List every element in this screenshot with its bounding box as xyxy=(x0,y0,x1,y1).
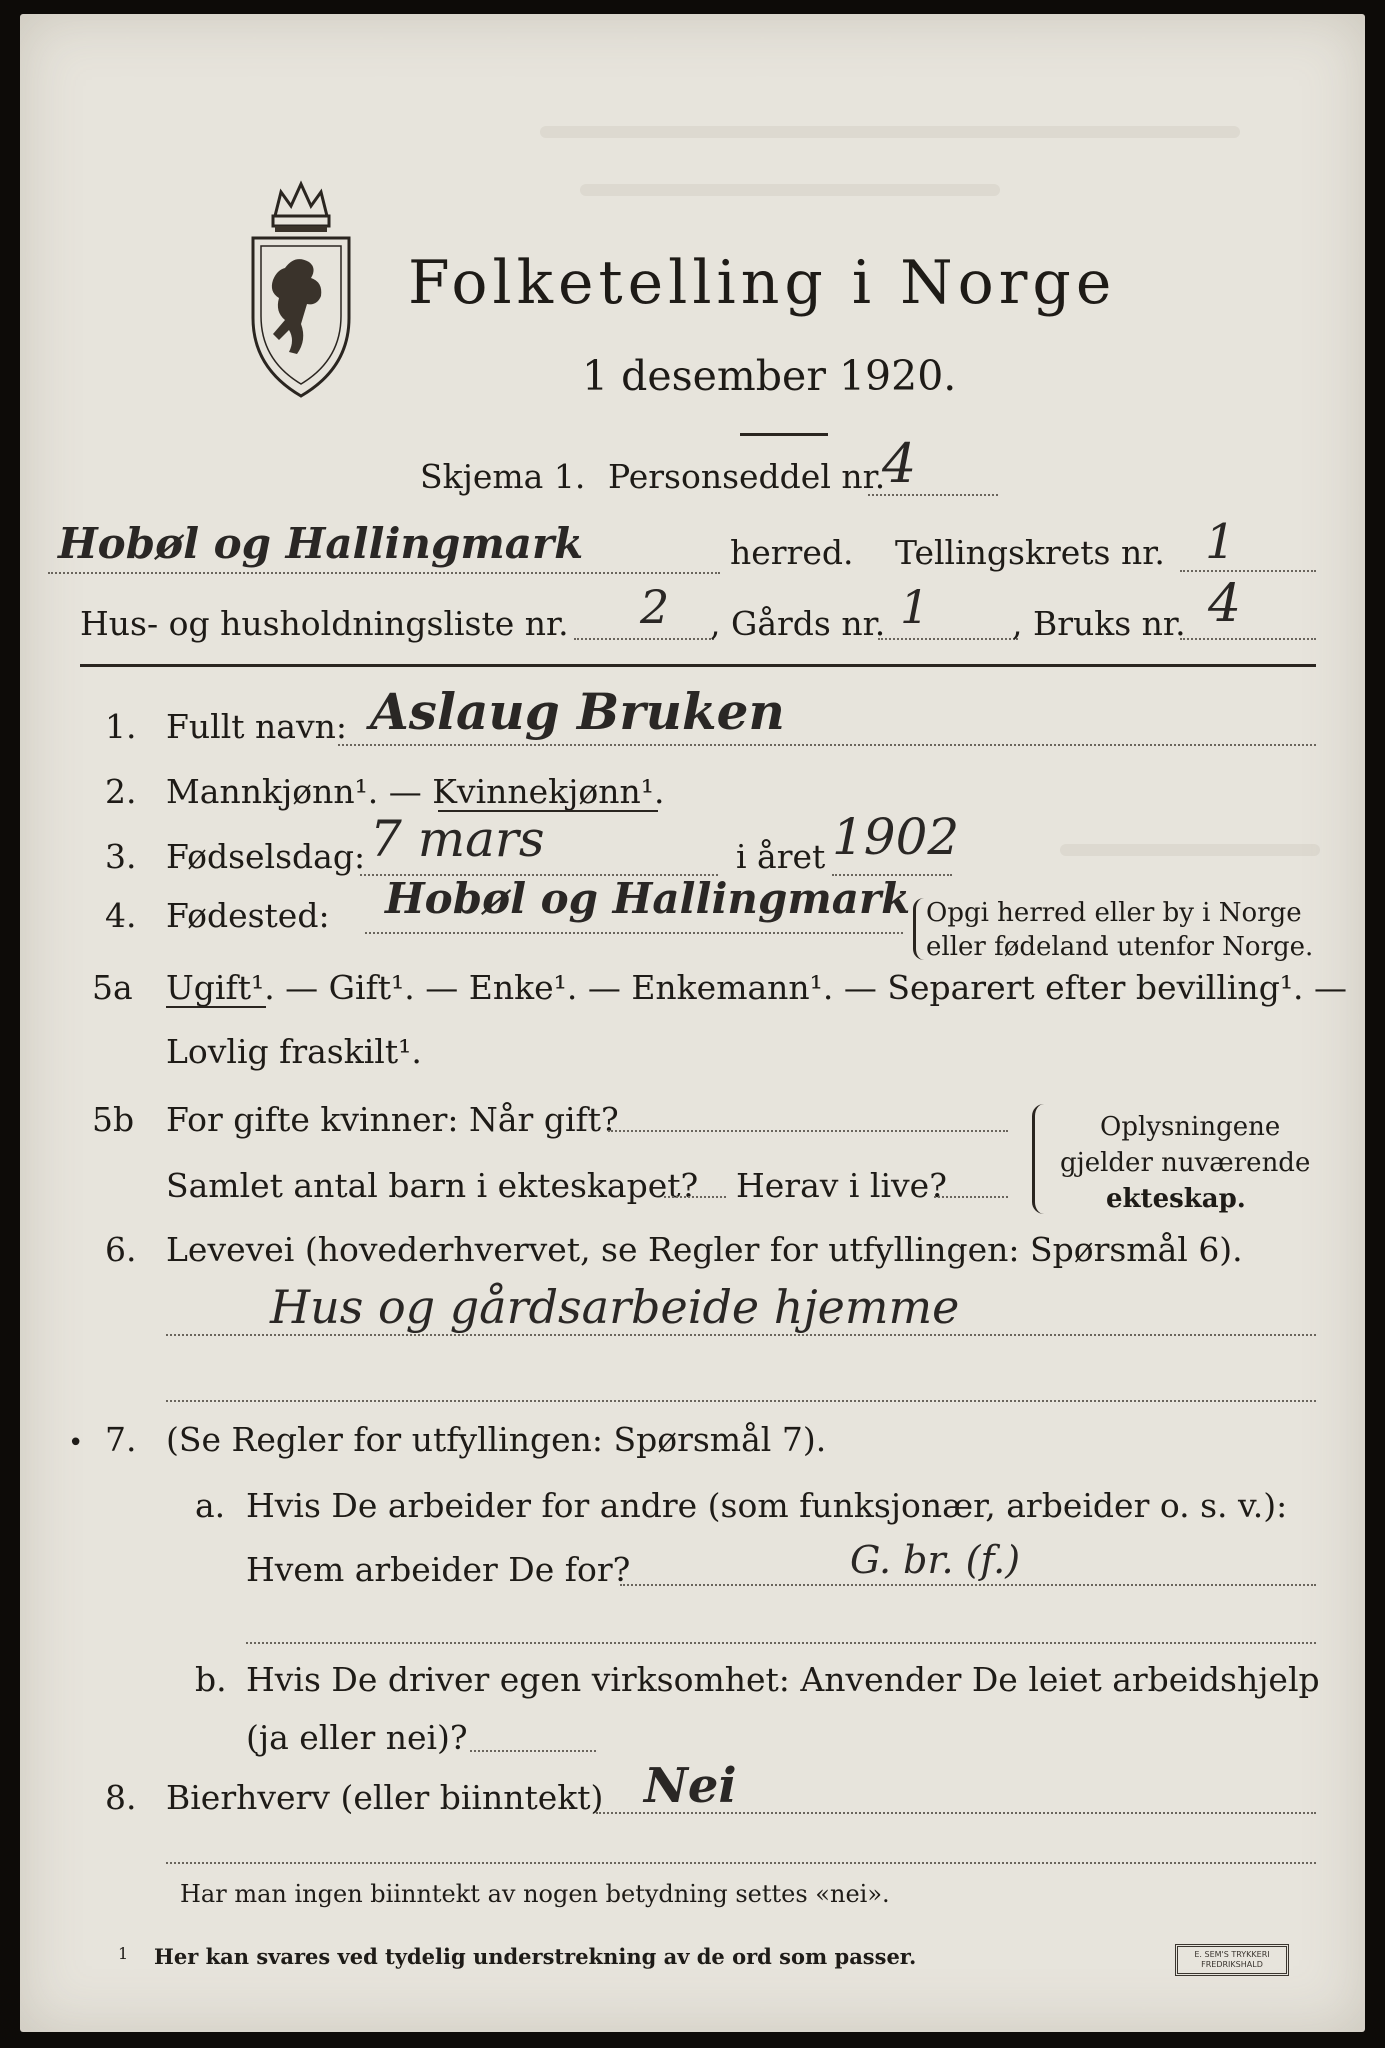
q3-label: Fødselsdag: xyxy=(166,837,366,876)
q6-label: Levevei (hovederhvervet, se Regler for utfyllingen: Spørsmål 6). xyxy=(166,1230,1243,1269)
q2-number: 2. xyxy=(105,772,137,811)
footnote: Her kan svares ved tydelig understrekning av de ord som passer. xyxy=(154,1944,917,1969)
q5b-married-when-label: For gifte kvinner: Når gift? xyxy=(166,1100,619,1139)
q7a-employer-label: Hvem arbeider De for? xyxy=(246,1550,631,1589)
gards-value: 1 xyxy=(900,580,930,634)
q5a-marital-options: Ugift¹. — Gift¹. — Enke¹. — Enkemann¹. — Separert efter bevilling¹. — xyxy=(166,968,1348,1007)
q4-label: Fødested: xyxy=(166,896,330,935)
husliste-value: 2 xyxy=(640,580,670,634)
q7-number: 7. xyxy=(105,1420,137,1459)
printer-stamp: E. SEM'S TRYKKERI FREDRIKSHALD xyxy=(1175,1944,1289,1976)
q8-number: 8. xyxy=(105,1778,137,1817)
gards-label: , Gårds nr. xyxy=(710,604,886,643)
q8-value: Nei xyxy=(644,1758,737,1814)
herred-value: Hobøl og Hallingmark xyxy=(58,519,584,568)
census-form xyxy=(20,14,1365,2032)
q3-number: 3. xyxy=(105,837,137,876)
q4-note-line1: Opgi herred eller by i Norge xyxy=(926,898,1302,928)
bruks-value: 4 xyxy=(1208,574,1242,634)
section-divider xyxy=(80,664,1316,667)
q5b-number: 5b xyxy=(92,1100,135,1139)
husliste-label: Hus- og husholdningsliste nr. xyxy=(80,604,569,643)
q1-label: Fullt navn: xyxy=(166,707,347,746)
personseddel-label: Personseddel nr. xyxy=(608,457,886,496)
q7-label: (Se Regler for utfyllingen: Spørsmål 7). xyxy=(166,1420,827,1459)
q1-full-name: Aslaug Bruken xyxy=(370,682,785,741)
q5b-note-line1: Oplysningene xyxy=(1100,1112,1281,1142)
q4-number: 4. xyxy=(105,896,137,935)
q7-marker: • xyxy=(68,1428,84,1458)
q7a-employer-value: G. br. (f.) xyxy=(850,1538,1021,1582)
title-divider xyxy=(740,433,828,436)
q6-number: 6. xyxy=(105,1230,137,1269)
q5b-children-label: Samlet antal barn i ekteskapet? xyxy=(166,1166,699,1205)
census-date: 1 desember 1920. xyxy=(582,352,957,400)
q4-note-line2: eller fødeland utenfor Norge. xyxy=(926,932,1314,962)
q7b-letter: b. xyxy=(195,1660,227,1699)
tellingskrets-label: Tellingskrets nr. xyxy=(895,533,1165,572)
herred-label: herred. xyxy=(730,533,854,572)
coat-of-arms-icon xyxy=(245,178,357,404)
skjema-label: Skjema 1. xyxy=(420,457,586,496)
form-title: Folketelling i Norge xyxy=(408,248,1117,318)
q5b-note-line3: ekteskap. xyxy=(1106,1184,1246,1214)
q5b-alive-label: Herav i live? xyxy=(736,1166,947,1205)
bruks-label: , Bruks nr. xyxy=(1012,604,1186,643)
q5a-marital-options-cont: Lovlig fraskilt¹. xyxy=(166,1032,422,1071)
q3-year-label: i året xyxy=(736,837,826,876)
personseddel-value: 4 xyxy=(882,432,917,495)
q7a-line1: Hvis De arbeider for andre (som funksjonær, arbeider o. s. v.): xyxy=(246,1486,1288,1525)
q5a-number: 5a xyxy=(92,968,133,1007)
q6-occupation: Hus og gårdsarbeide hjemme xyxy=(270,1280,960,1334)
q4-birthplace: Hobøl og Hallingmark xyxy=(385,874,911,923)
footnote-mark: 1 xyxy=(118,1944,129,1963)
q5b-note-line2: gjelder nuværende xyxy=(1060,1148,1311,1178)
q3-birth-day: 7 mars xyxy=(370,810,545,868)
q7b-line1: Hvis De driver egen virksomhet: Anvender De leiet arbeidshjelp xyxy=(246,1660,1320,1699)
q7a-letter: a. xyxy=(195,1486,226,1525)
tellingskrets-value: 1 xyxy=(1205,514,1236,570)
q2-sex-options: Mannkjønn¹. — Kvinnekjønn¹. xyxy=(166,772,665,811)
footer-note: Har man ingen biinntekt av nogen betydning settes «nei». xyxy=(180,1880,890,1908)
q3-birth-year: 1902 xyxy=(832,808,960,866)
q5a-underline-ugift xyxy=(166,1006,266,1008)
q1-number: 1. xyxy=(105,707,137,746)
q8-label: Bierhverv (eller biinntekt) xyxy=(166,1778,604,1817)
q7b-line2: (ja eller nei)? xyxy=(246,1718,468,1757)
